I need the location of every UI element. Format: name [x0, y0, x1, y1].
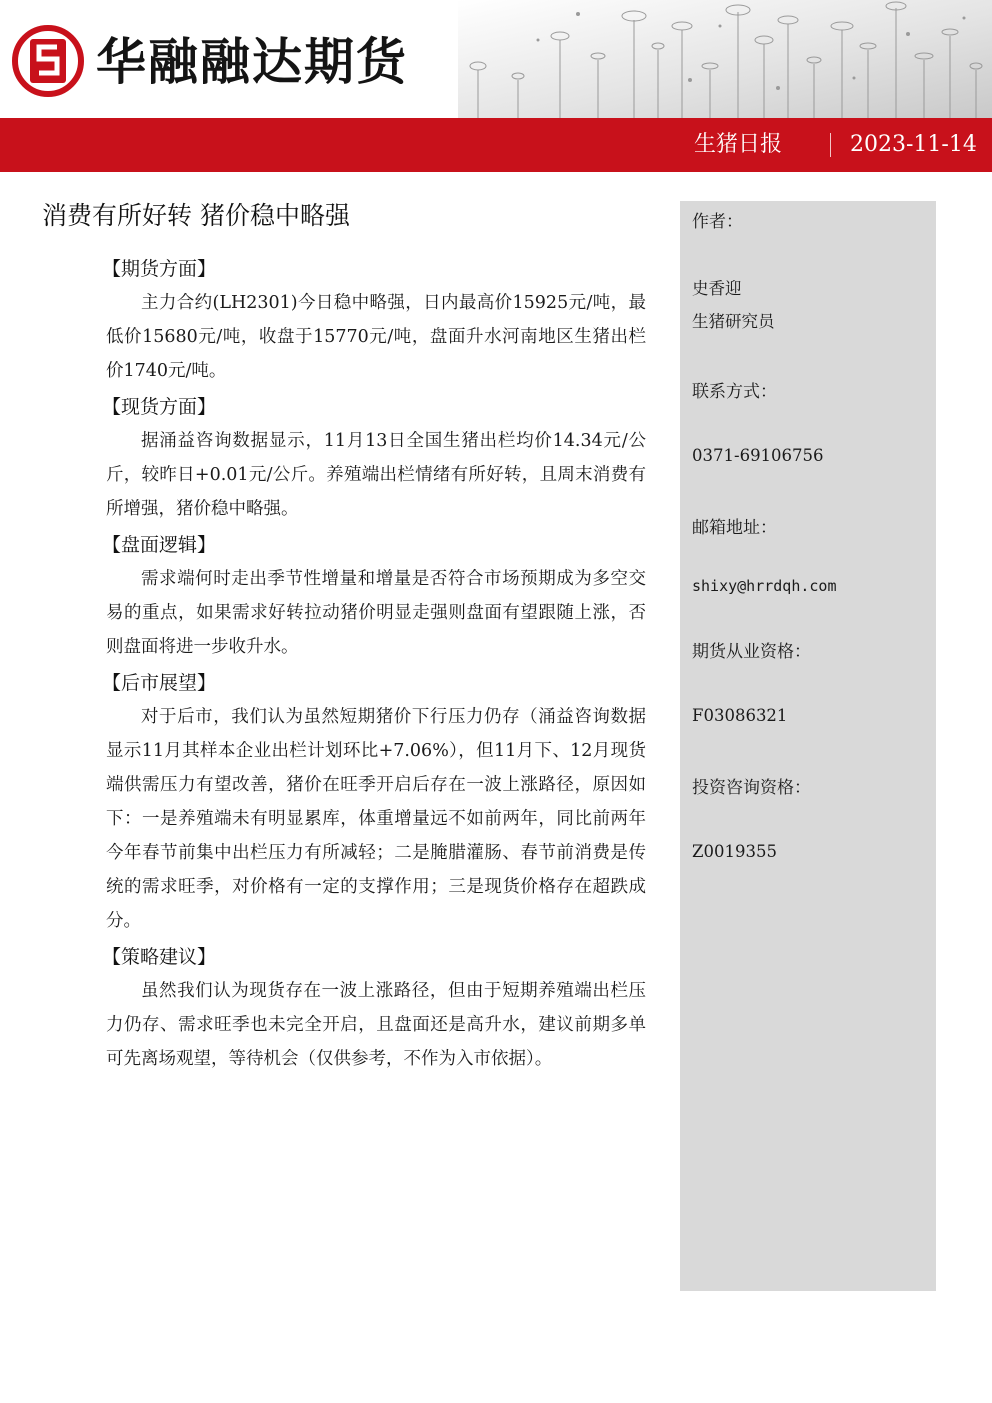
email-address[interactable]: shixy@hrrdqh.com — [692, 577, 837, 595]
header-decoration-graphic — [458, 0, 992, 118]
email-label: 邮箱地址： — [692, 518, 777, 538]
section-heading-strategy: 【策略建议】 — [102, 946, 217, 968]
report-type: 生猪日报 — [694, 132, 783, 157]
author-title: 生猪研究员 — [692, 312, 775, 331]
report-body — [102, 252, 646, 1078]
section-text-futures: 主力合约(LH2301)今日稳中略强，日内最高价15925元/吨，最低价15680元/吨，收盘于15770元/吨，盘面升水河南地区生猪出栏价1740元/吨。 — [106, 293, 646, 381]
author-name: 史香迎 — [692, 279, 742, 298]
company-name: 华融融达期货 — [96, 33, 408, 91]
author-sidebar — [680, 201, 936, 1291]
section-heading-logic: 【盘面逻辑】 — [102, 534, 217, 556]
advisory-cert-number: Z0019355 — [692, 842, 777, 861]
section-text-logic: 需求端何时走出季节性增量和增量是否符合市场预期成为多空交易的重点，如果需求好转拉动猪价明显走强则盘面有望跟随上涨，否则盘面将进一步收升水。 — [106, 569, 646, 657]
advisory-cert-label: 投资咨询资格： — [692, 778, 811, 798]
section-text-spot: 据涌益咨询数据显示，11月13日全国生猪出栏均价14.34元/公斤，较昨日+0.01元/公斤。养殖端出栏情绪有所好转，且周末消费有所增强，猪价稳中略强。 — [106, 431, 646, 519]
report-date: 2023-11-14 — [850, 132, 977, 157]
section-heading-outlook: 【后市展望】 — [102, 672, 217, 694]
header-divider — [830, 133, 831, 157]
report-header — [0, 0, 992, 118]
futures-cert-label: 期货从业资格： — [692, 642, 811, 662]
contact-label: 联系方式： — [692, 382, 777, 402]
section-heading-spot: 【现货方面】 — [102, 396, 217, 418]
futures-cert-number: F03086321 — [692, 706, 788, 725]
report-title: 消费有所好转 猪价稳中略强 — [42, 201, 350, 230]
header-bar — [0, 118, 992, 172]
section-heading-futures: 【期货方面】 — [102, 258, 217, 280]
author-label: 作者： — [692, 212, 743, 232]
company-logo-icon — [12, 25, 84, 97]
section-text-strategy: 虽然我们认为现货存在一波上涨路径，但由于短期养殖端出栏压力仍存、需求旺季也未完全开启，且盘面还是高升水，建议前期多单可先离场观望，等待机会（仅供参考，不作为入市依据）。 — [106, 981, 646, 1069]
phone-number: 0371-69106756 — [692, 446, 824, 465]
section-text-outlook: 对于后市，我们认为虽然短期猪价下行压力仍存（涌益咨询数据显示11月其样本企业出栏计划环比+7.06%），但11月下、12月现货端供需压力有望改善，猪价在旺季开启后存在一波上涨路径，原因如下：一是养殖端未有明显累库，体重增量远不如前两年，同比前两年今年春节前集中出栏压力有所减轻；二是腌腊灌肠、春节前消费是传统的需求旺季，对价格有一定的支撑作用；三是现货价格存在超跌成分。 — [106, 707, 646, 931]
